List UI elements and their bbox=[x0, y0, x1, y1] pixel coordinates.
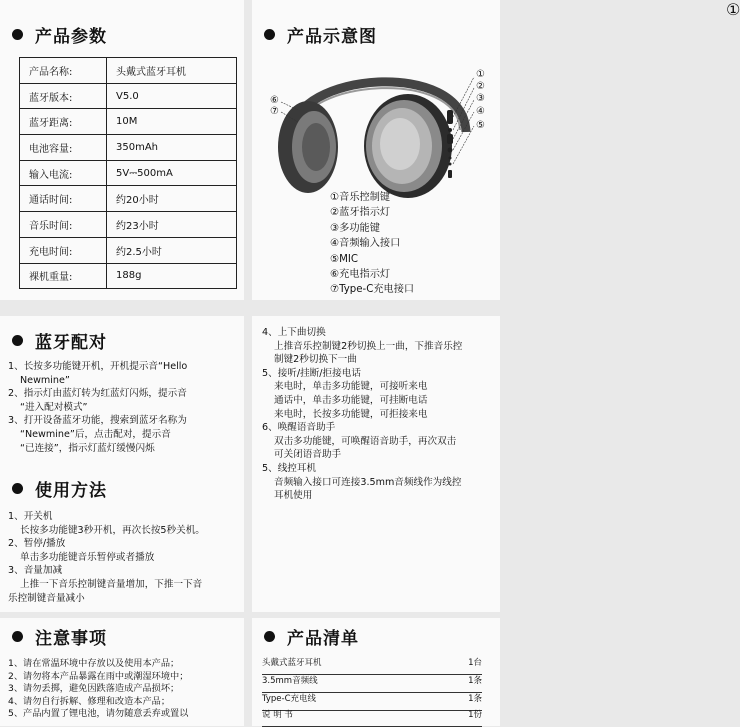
note-item: 5、产品内置了锂电池，请勿随意丢弃或置以 bbox=[8, 708, 189, 720]
note-item: 2、请勿将本产品暴露在雨中或潮湿环境中； bbox=[8, 670, 189, 682]
function-line: 来电时，长按多功能键，可拒接来电 bbox=[274, 408, 428, 420]
functions-list bbox=[262, 326, 498, 503]
pairing-usage-panel bbox=[0, 316, 244, 612]
bullet-dot bbox=[12, 483, 23, 494]
packing-item-name: 说 明 书 bbox=[262, 710, 293, 720]
packing-item-qty: 1条 bbox=[468, 694, 482, 704]
packing-title: 产品清单 bbox=[287, 629, 359, 649]
legend-item: ①音乐控制键 bbox=[330, 192, 391, 203]
legend-item: ⑥充电指示灯 bbox=[330, 269, 391, 281]
usage-item-body: 单击多功能键音乐暂停或者播放 bbox=[20, 551, 155, 563]
callout-4: ④ bbox=[476, 106, 485, 117]
table-row bbox=[20, 160, 237, 186]
table-row bbox=[20, 212, 237, 238]
param-key: 音乐时间: bbox=[20, 212, 107, 238]
headphone-illustration bbox=[252, 52, 500, 202]
legend-item: ③多功能键 bbox=[330, 222, 380, 234]
bullet-dot bbox=[264, 631, 275, 642]
params-panel bbox=[0, 0, 244, 300]
pairing-step-cont: “进入配对模式” bbox=[20, 401, 88, 413]
pairing-step: 3、打开设备蓝牙功能，搜索到蓝牙名称为 bbox=[8, 415, 187, 427]
callout-6: ⑥ bbox=[270, 95, 279, 106]
function-head: 5、接听/挂断/拒接电话 bbox=[262, 367, 361, 379]
diagram-panel bbox=[252, 0, 740, 300]
usage-item-head: 1、开关机 bbox=[8, 511, 53, 522]
usage-item-head: 2、暂停/播放 bbox=[8, 538, 66, 550]
packing-item-name: 3.5mm音频线 bbox=[262, 676, 318, 686]
param-value: 头戴式蓝牙耳机 bbox=[107, 58, 237, 84]
legend-item: ⑦Type-C充电接口 bbox=[330, 284, 415, 296]
functions-panel bbox=[252, 316, 500, 612]
note-item: 3、请勿丢掷，避免因跌落造成产品损坏； bbox=[8, 683, 180, 695]
param-key: 产品名称: bbox=[20, 58, 107, 84]
param-key: 蓝牙距离: bbox=[20, 109, 107, 135]
callout-3: ③ bbox=[476, 93, 485, 104]
callout-2: ② bbox=[476, 81, 485, 92]
packing-item-qty: 1台 bbox=[468, 658, 482, 668]
param-value: V5.0 bbox=[107, 83, 237, 109]
table-row bbox=[20, 83, 237, 109]
param-value: 5V⎓500mA bbox=[107, 160, 237, 186]
function-head: 6、唤醒语音助手 bbox=[262, 422, 336, 434]
packing-item-qty: 1份 bbox=[468, 710, 482, 720]
packing-row bbox=[262, 708, 482, 727]
table-row bbox=[20, 58, 237, 84]
pairing-heading bbox=[12, 328, 107, 353]
diagram-legend bbox=[330, 190, 414, 298]
params-heading bbox=[12, 22, 107, 47]
table-row bbox=[20, 186, 237, 212]
params-table bbox=[19, 57, 237, 289]
param-key: 裸机重量: bbox=[20, 263, 107, 289]
notes-heading bbox=[12, 624, 107, 649]
callout-7: ⑦ bbox=[270, 106, 279, 117]
legend-item: ②蓝牙指示灯 bbox=[330, 207, 391, 219]
usage-item-body: 乐控制键音量减小 bbox=[8, 592, 85, 604]
pairing-step: 1、长按多功能键开机，开机提示音“Hello bbox=[8, 361, 188, 372]
function-line: 来电时，单击多功能键，可接听来电 bbox=[274, 381, 428, 393]
legend-item: ④音频输入接口 bbox=[330, 238, 401, 250]
table-row bbox=[20, 135, 237, 161]
param-key: 电池容量: bbox=[20, 135, 107, 161]
packing-row bbox=[262, 674, 482, 693]
function-line: 通话中，单击多功能键，可挂断电话 bbox=[274, 394, 428, 406]
packing-item-qty: 1条 bbox=[468, 676, 482, 686]
callout-5: ⑤ bbox=[476, 120, 485, 131]
param-key: 蓝牙版本: bbox=[20, 83, 107, 109]
param-value: 350mAh bbox=[107, 135, 237, 161]
notes-title: 注意事项 bbox=[35, 629, 107, 649]
bullet-dot bbox=[12, 29, 23, 40]
packing-heading bbox=[264, 624, 359, 649]
pairing-steps bbox=[8, 360, 240, 455]
params-title: 产品参数 bbox=[35, 27, 107, 47]
usage-list bbox=[8, 510, 240, 605]
param-value: 188g bbox=[107, 263, 237, 289]
function-line: 可关闭语音助手 bbox=[274, 449, 342, 461]
function-line: 制键2秒切换下一曲 bbox=[274, 354, 357, 366]
function-line: 双击多功能键，可唤醒语音助手，再次双击 bbox=[274, 435, 457, 447]
diagram-title: 产品示意图 bbox=[287, 27, 377, 47]
note-item: 4、请勿自行拆解、修理和改造本产品； bbox=[8, 695, 171, 707]
param-key: 充电时间: bbox=[20, 237, 107, 263]
pairing-step-cont: “Newmine”后，点击配对，提示音 bbox=[20, 428, 171, 440]
param-value: 约2.5小时 bbox=[107, 237, 237, 263]
function-line: 音频输入接口可连接3.5mm音频线作为线控 bbox=[274, 476, 462, 488]
table-row bbox=[20, 237, 237, 263]
param-value: 10M bbox=[107, 109, 237, 135]
callout-1: ① bbox=[476, 69, 485, 80]
usage-item-body: 上推一下音乐控制键音量增加，下推一下音 bbox=[20, 578, 203, 590]
function-head: 5、线控耳机 bbox=[262, 462, 317, 474]
pairing-step-cont: “已连接”，指示灯蓝灯缓慢闪烁 bbox=[20, 442, 155, 454]
diagram-heading bbox=[264, 22, 377, 47]
usage-item-head: 3、音量加减 bbox=[8, 565, 63, 577]
usage-item-body: 长按多功能键3秒开机，再次长按5秒关机。 bbox=[20, 524, 205, 536]
usage-heading bbox=[12, 476, 107, 501]
param-value: 约20小时 bbox=[107, 186, 237, 212]
param-value: 约23小时 bbox=[107, 212, 237, 238]
legend-item: ⑤MIC bbox=[330, 253, 359, 265]
pairing-title: 蓝牙配对 bbox=[35, 333, 107, 353]
callout-label: ① bbox=[726, 0, 740, 19]
function-head: 4、上下曲切换 bbox=[262, 327, 326, 338]
param-key: 输入电流: bbox=[20, 160, 107, 186]
notes-panel bbox=[0, 618, 244, 726]
packing-item-name: 头戴式蓝牙耳机 bbox=[262, 658, 322, 668]
pairing-step-cont: Newmine” bbox=[20, 374, 70, 386]
pairing-step: 2、指示灯由蓝灯转为红蓝灯闪烁，提示音 bbox=[8, 388, 187, 400]
bullet-dot bbox=[12, 335, 23, 346]
table-row bbox=[20, 109, 237, 135]
function-line: 上推音乐控制键2秒切换上一曲，下推音乐控 bbox=[274, 340, 463, 352]
bullet-dot bbox=[264, 29, 275, 40]
packing-row bbox=[262, 656, 482, 675]
packing-item-name: Type-C充电线 bbox=[262, 694, 317, 704]
notes-list bbox=[8, 658, 244, 721]
function-line: 耳机使用 bbox=[274, 490, 313, 502]
usage-title: 使用方法 bbox=[35, 481, 107, 501]
param-key: 通话时间: bbox=[20, 186, 107, 212]
table-row bbox=[20, 263, 237, 289]
bullet-dot bbox=[12, 631, 23, 642]
note-item: 1、请在常温环境中存放以及使用本产品； bbox=[8, 658, 180, 669]
